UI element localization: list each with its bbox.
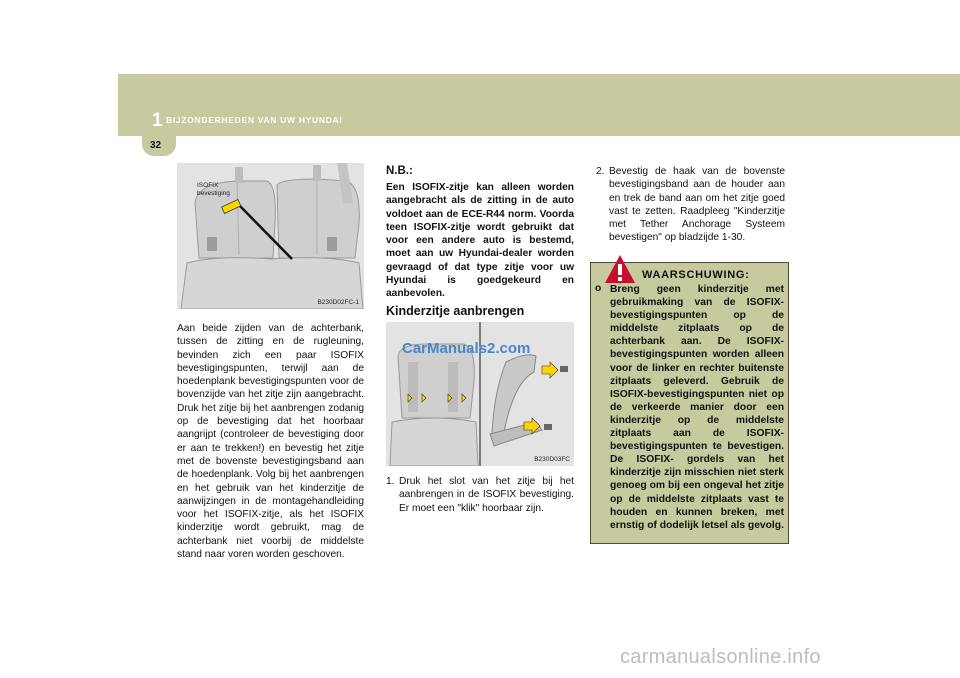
isofix-description: Aan beide zijden van de achterbank, tussen de zitting en de rugleuning, bevinden zich een paar ISOFIX bevestigingspunten, terwijl aan de hoedenplank bevestigingspunten voor de bovenzijde van het zitje zijn aangebracht. Druk het zitje bij het aanbrengen zodanig op de bevestiging dat het hoorbaar aangrijpt (controleer de bevestiging door er aan te trekken!) en bevestig het zitje met de bovenste bevestigingsband aan de hoedenplank. Volg bij het aanbrengen en het gebruik van het kinderzitje de aanwijzingen in de montagehandleiding voor het ISOFIX-zitje, als het ISOFIX kinderzitje wordt gebruikt, mag de achterbank niet voorbij de middelste stand naar voren worden geschoven. [177, 323, 364, 561]
figure-callout-isofix: ISOFIX bevestiging [197, 182, 230, 197]
section-heading: Kinderzitje aanbrengen [386, 304, 525, 318]
step-number: 2. [596, 166, 605, 177]
note-heading: N.B.: [386, 165, 413, 177]
step-text: Bevestig de haak van de bovenste bevestigingsband aan de houder aan en trek de band aan om het zitje goed vast te zetten. Raadpleeg "Kinderzitje met Tether Anchorage Systeem bevestigen" op bladzijde 1-30. [609, 166, 785, 244]
warning-text: Breng geen kinderzitje met gebruikmaking van de ISOFIX-bevestigingspunten op de middelste zitplaats op de achterbank aan. De ISOFIX-bevestigingspunten worden alleen voor de linker en rechter buitenste zitplaats geleverd. Gebruik de ISOFIX-bevestigingspunten niet op de verkeerde manier door een kinderzitje op de middelste zitplaats aan de ISOFIX-bevestigingspunten te bevestigen. De ISOFIX- gordels van het kinderzitje zijn misschien niet sterk genoeg om bij een ongeval het zitje op de middelste zitplaats vast te houden en kunnen breken, met ernstig of dodelijk letsel als gevolg. [610, 284, 784, 531]
footer-watermark: carmanualsonline.info [620, 646, 821, 668]
figure-code: B230D03FC [534, 456, 570, 463]
step-text: Druk het slot van het zitje bij het aanbrengen in de ISOFIX bevestiging. Er moet een "klik" hoorbaar zijn. [399, 476, 574, 514]
step-2 [596, 165, 785, 245]
step-number: 1. [386, 476, 395, 487]
warning-title: WAARSCHUWING: [642, 269, 750, 281]
warning-bullet: o [595, 283, 602, 294]
header-band [118, 74, 960, 136]
figure-isofix-seats [177, 163, 364, 309]
page-number: 32 [150, 140, 162, 151]
chapter-title: BIJZONDERHEDEN VAN UW HYUNDAI [166, 115, 343, 125]
figure-code: B230D02FC-1 [317, 299, 359, 306]
step-1 [386, 475, 574, 515]
exclamation-icon [604, 254, 636, 284]
note-text: Een ISOFIX-zitje kan alleen worden aangebracht als de zitting in de auto voldoet aan de ECE-R44 norm. Voorda teen ISOFIX-zitje wordt gebruikt dat voor een andere auto is bestemd, moet aan uw Hyundai-dealer worden gevraagd of dat type zitje voor uw Hyundai is goedgekeurd en aanbevolen. [386, 182, 574, 300]
chapter-number: 1 [152, 110, 163, 131]
figure-watermark: CarManuals2.com [402, 340, 531, 357]
